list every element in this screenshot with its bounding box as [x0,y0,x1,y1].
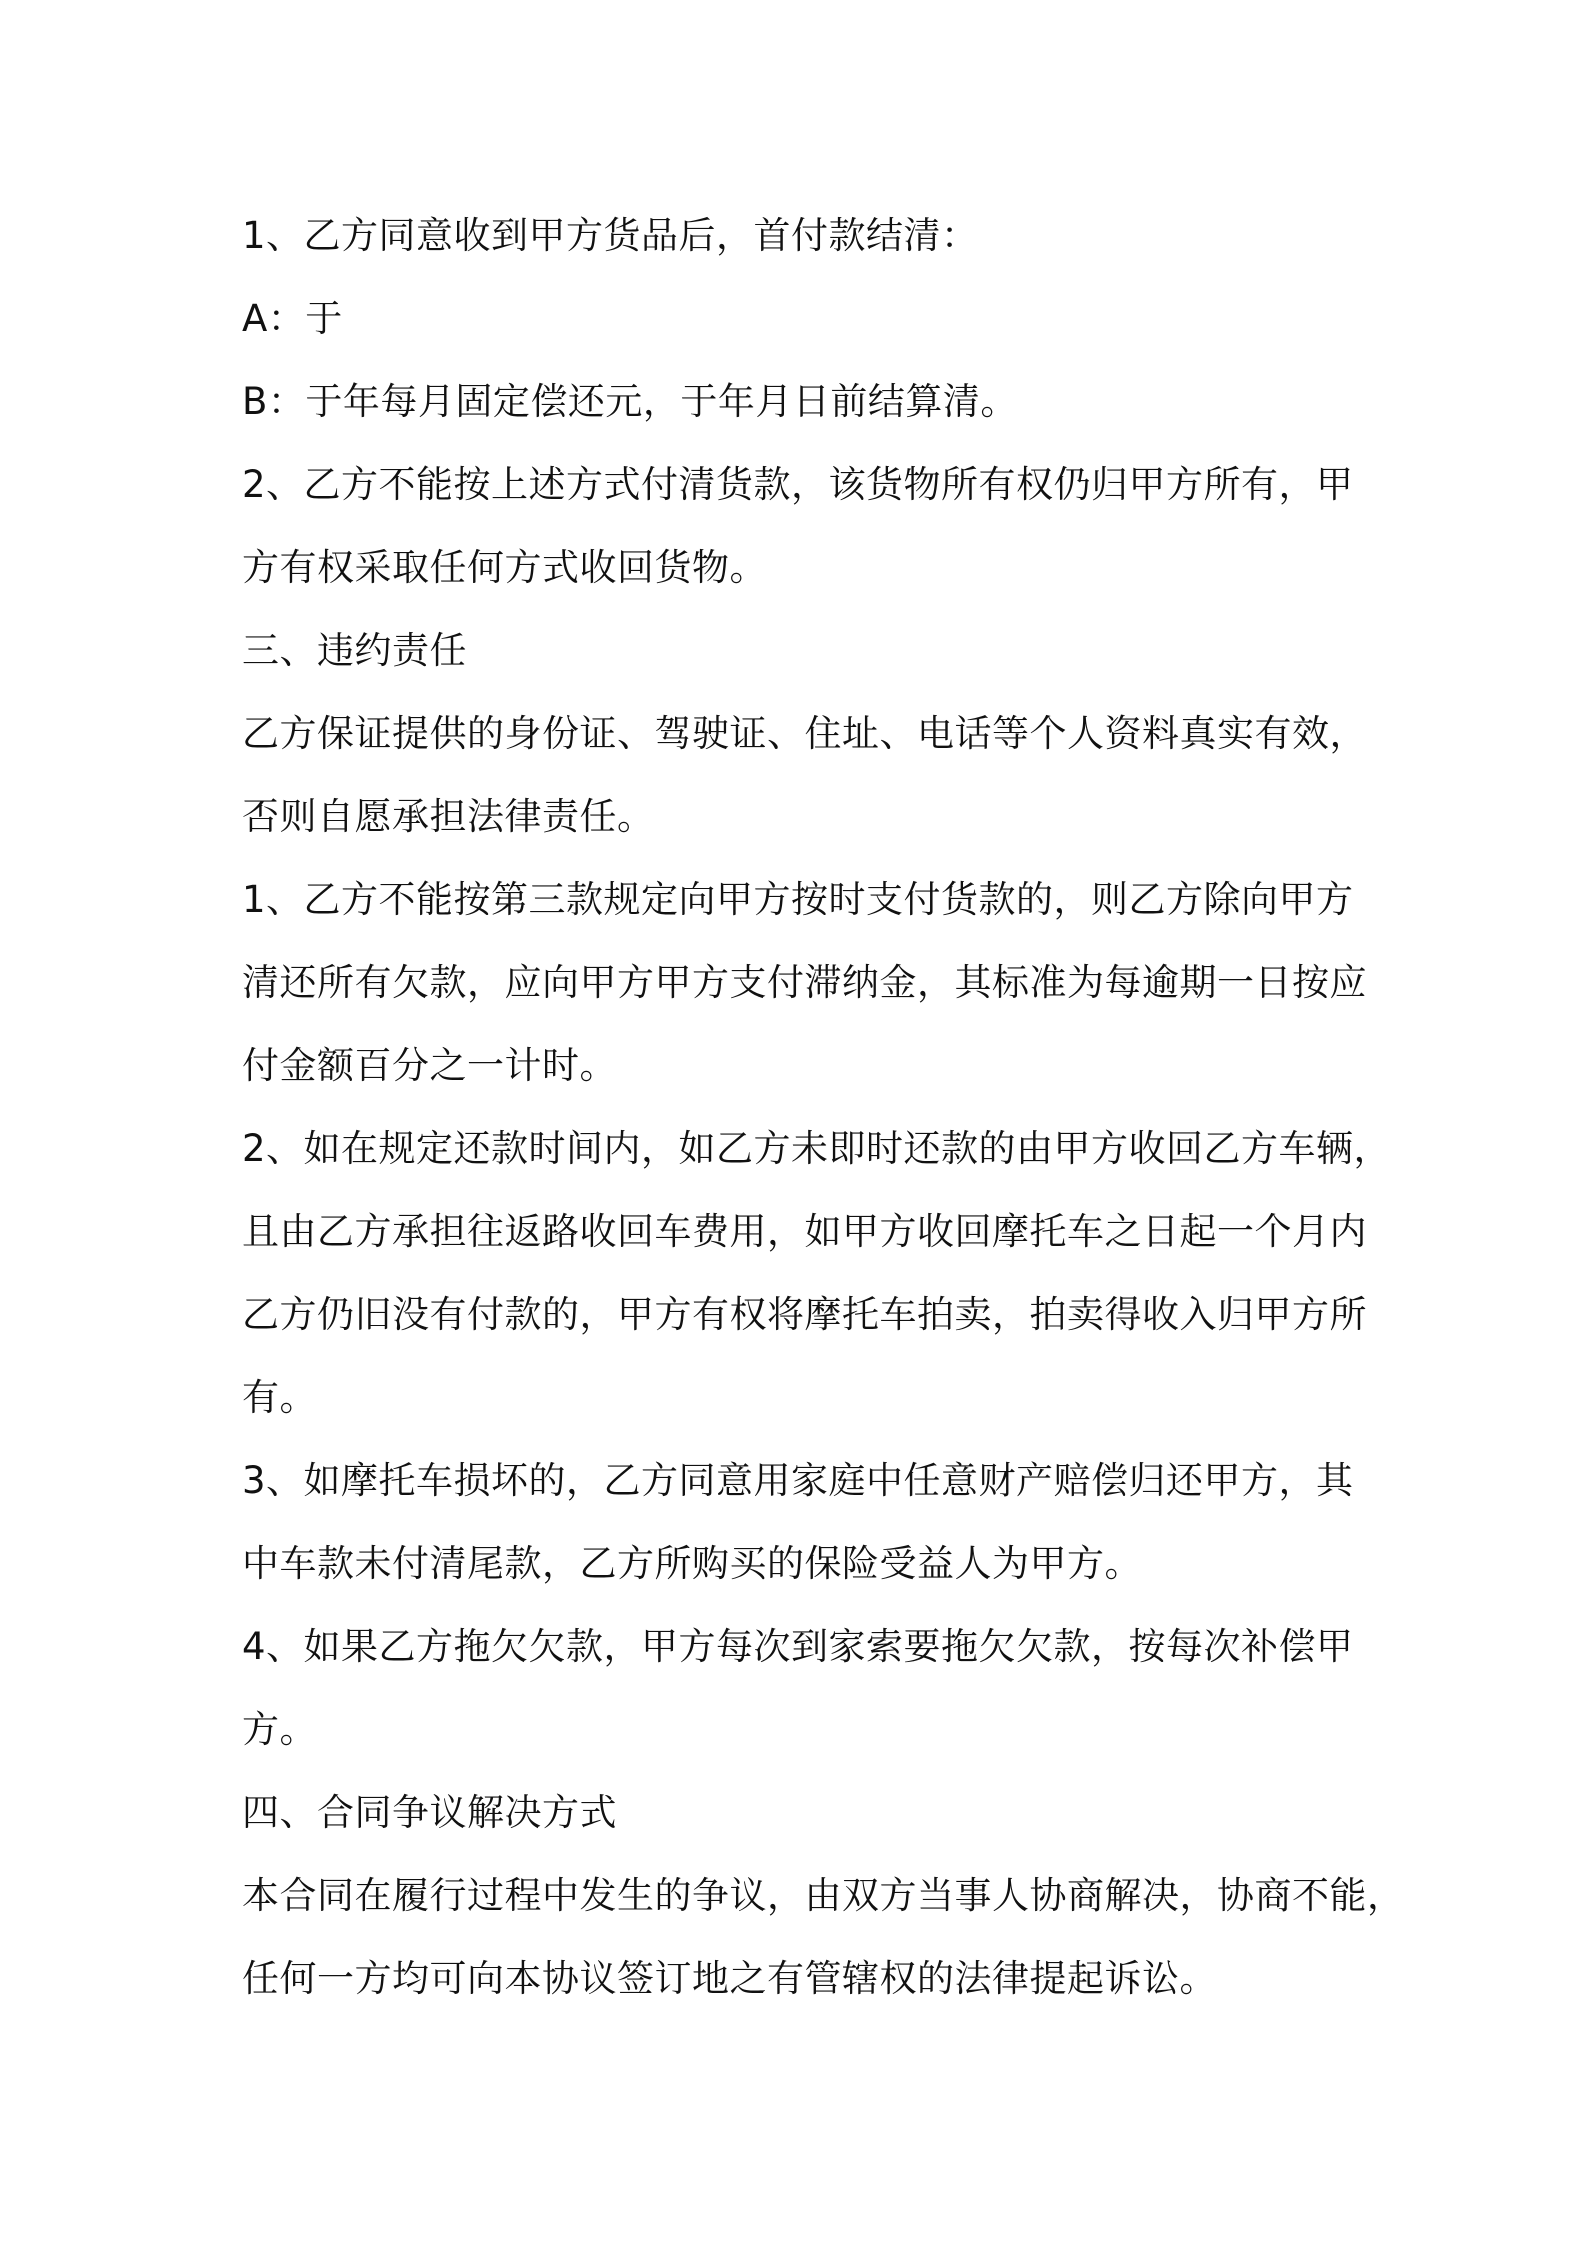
section-heading-breach: 三、违约责任 [242,629,467,672]
clause-2-ownership: 2、乙方不能按上述方式付清货款，该货物所有权仍归甲方所有，甲 [242,463,1354,506]
option-a: A：于 [242,297,343,340]
clause-2-ownership-cont: 方有权采取任何方式收回货物。 [242,546,767,589]
contract-text [242,194,1405,2020]
section-heading-dispute: 四、合同争议解决方式 [242,1791,617,1834]
dispute-paragraph-cont: 任何一方均可向本协议签订地之有管辖权的法律提起诉讼。 [242,1957,1217,2000]
breach-clause-4-end: 方。 [242,1708,317,1751]
dispute-paragraph: 本合同在履行过程中发生的争议，由双方当事人协商解决，协商不能， [242,1874,1405,1917]
clause-1-payment: 1、乙方同意收到甲方货品后，首付款结清： [242,214,979,257]
guarantee-paragraph-cont: 否则自愿承担法律责任。 [242,795,655,838]
breach-clause-1-end: 付金额百分之一计时。 [242,1044,617,1087]
breach-clause-2-cont: 且由乙方承担往返路收回车费用，如甲方收回摩托车之日起一个月内 [242,1210,1367,1253]
breach-clause-1-cont: 清还所有欠款，应向甲方甲方支付滞纳金，其标准为每逾期一日按应 [242,961,1367,1004]
guarantee-paragraph: 乙方保证提供的身份证、驾驶证、住址、电话等个人资料真实有效， [242,712,1367,755]
breach-clause-2-cont2: 乙方仍旧没有付款的，甲方有权将摩托车拍卖，拍卖得收入归甲方所 [242,1293,1367,1336]
breach-clause-3: 3、如摩托车损坏的，乙方同意用家庭中任意财产赔偿归还甲方，其 [242,1459,1354,1502]
breach-clause-4: 4、如果乙方拖欠欠款，甲方每次到家索要拖欠欠款，按每次补偿甲 [242,1625,1354,1668]
breach-clause-3-cont: 中车款未付清尾款，乙方所购买的保险受益人为甲方。 [242,1542,1142,1585]
option-b: B：于年每月固定偿还元，于年月日前结算清。 [242,380,1018,423]
breach-clause-1: 1、乙方不能按第三款规定向甲方按时支付货款的，则乙方除向甲方 [242,878,1354,921]
breach-clause-2: 2、如在规定还款时间内，如乙方未即时还款的由甲方收回乙方车辆， [242,1127,1392,1170]
breach-clause-2-end: 有。 [242,1376,317,1419]
